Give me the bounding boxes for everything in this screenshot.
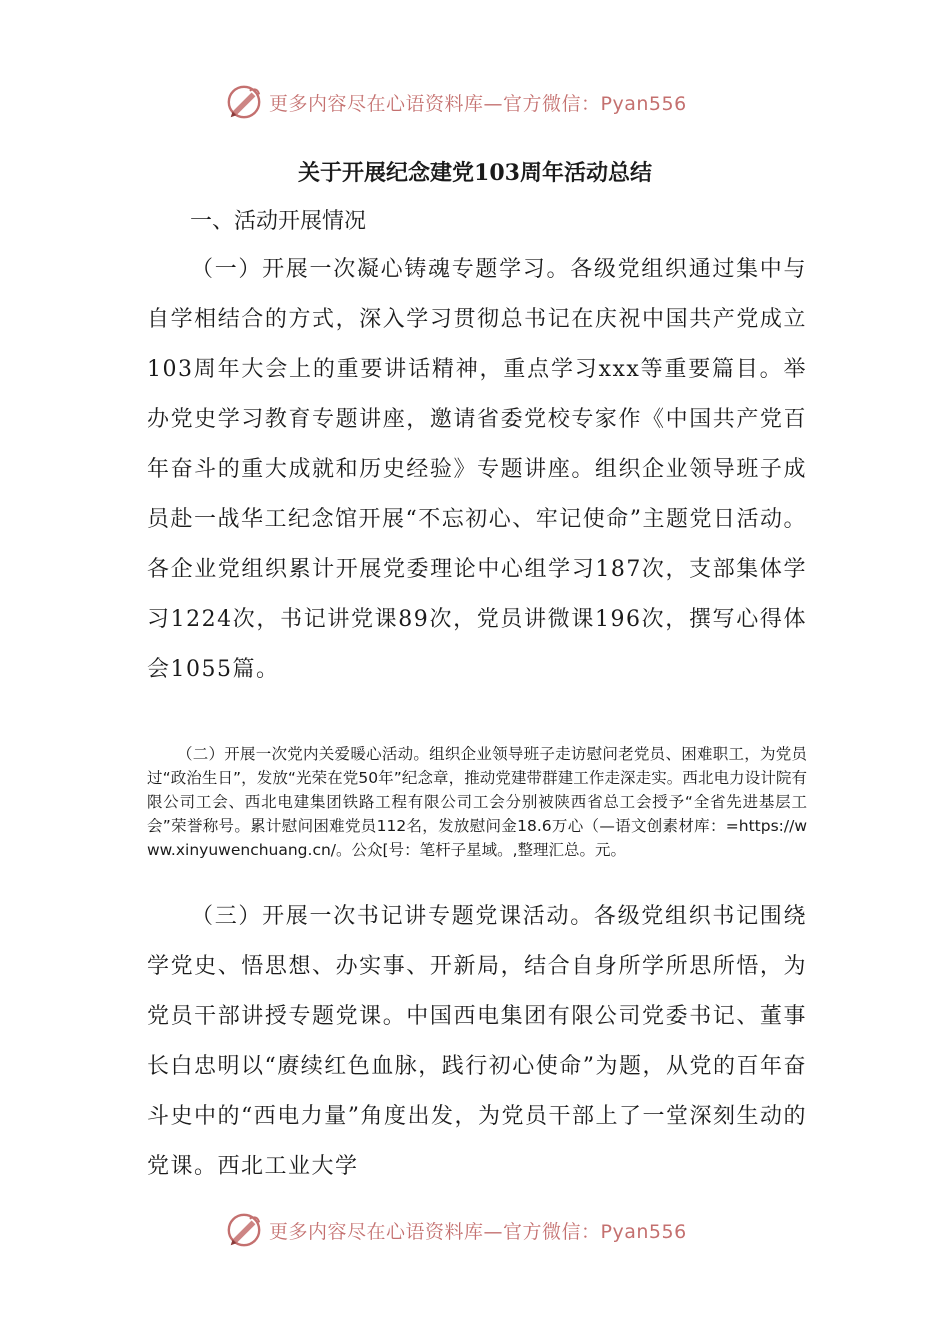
- section-heading: 一、活动开展情况: [190, 209, 367, 234]
- pen-logo-icon: [225, 1211, 263, 1249]
- paragraph-1: （一）开展一次凝心铸魂专题学习。各级党组织通过集中与自学相结合的方式，深入学习贯彻总书记在庆祝中国共产党成立103周年大会上的重要讲话精神，重点学习xxx等重要篇目。举办党史学习教育专题讲座，邀请省委党校专家作《中国共产党百年奋斗的重大成就和历史经验》专题讲座。组织企业领导班子成员赴一战华工纪念馆开展“不忘初心、牢记使命”主题党日活动。各企业党组织累计开展党委理论中心组学习187次，支部集体学习1224次，书记讲党课89次，党员讲微课196次，撰写心得体会1055篇。: [147, 257, 807, 682]
- pen-logo-icon: [225, 83, 263, 121]
- paragraph-2: （二）开展一次党内关爱暖心活动。组织企业领导班子走访慰问老党员、困难职工，为党员过“政治生日”，发放“光荣在党50年”纪念章，推动党建带群建工作走深走实。西北电力设计院有限公司工会、西北电建集团铁路工程有限公司工会分别被陕西省总工会授予“全省先进基层工会”荣誉称号。累计慰问困难党员112名，发放慰问金18.6万心（—语文创素材库：=https://www.xinyuwenchuang.cn/。公众[号：笔杆子星域。,整理汇总。元。: [147, 745, 807, 859]
- paragraph-3: （三）开展一次书记讲专题党课活动。各级党组织书记围绕学党史、悟思想、办实事、开新局，结合自身所学所思所悟，为党员干部讲授专题党课。中国西电集团有限公司党委书记、董事长白忠明以“赓续红色血脉，践行初心使命”为题，从党的百年奋斗史中的“西电力量”角度出发，为党员干部上了一堂深刻生动的党课。西北工业大学: [147, 904, 807, 1179]
- footer-banner: [225, 1210, 725, 1250]
- footer-banner-text: 更多内容尽在心语资料库—官方微信：Pyan556: [269, 1220, 687, 1243]
- header-banner: [225, 82, 725, 122]
- header-banner-text: 更多内容尽在心语资料库—官方微信：Pyan556: [269, 92, 687, 115]
- document-title: 关于开展纪念建党103周年活动总结: [298, 160, 652, 186]
